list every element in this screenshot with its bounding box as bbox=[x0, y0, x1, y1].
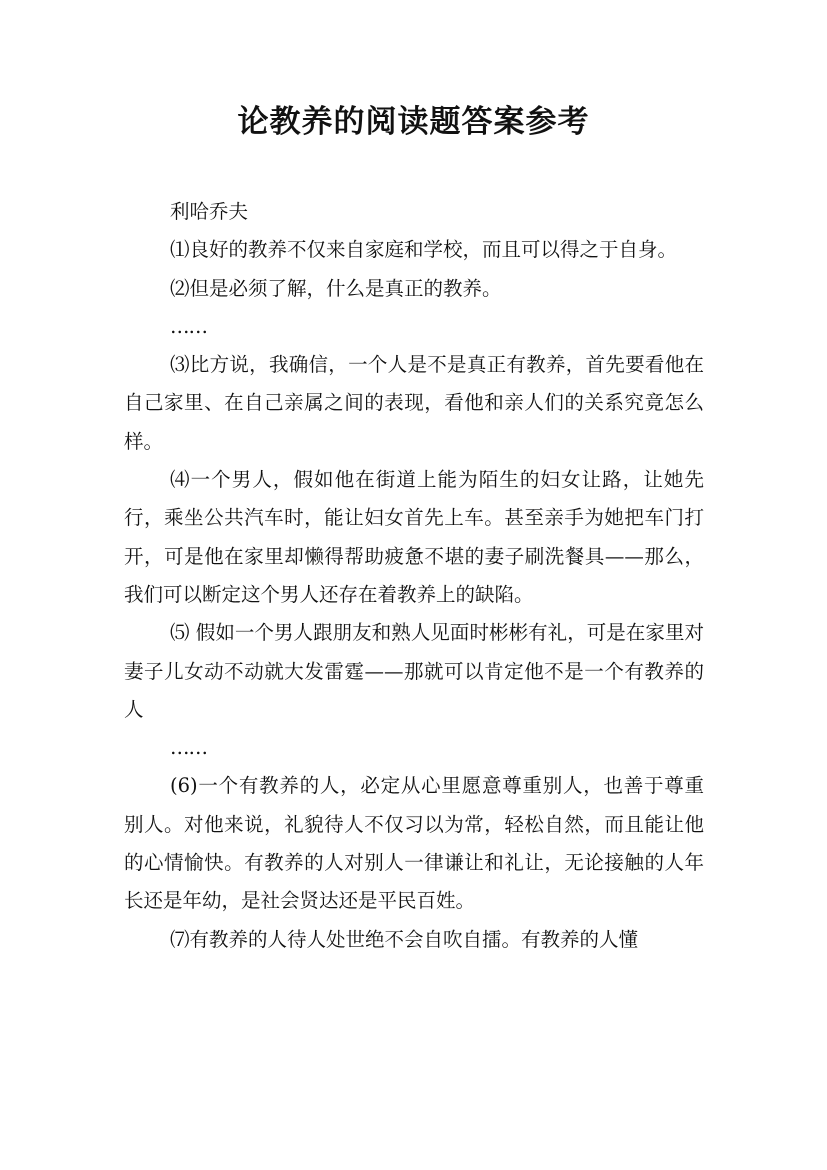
paragraph-4: ⑷一个男人，假如他在街道上能为陌生的妇女让路，让她先行，乘坐公共汽车时，能让妇女首先上车。甚至亲手为她把车门打开，可是他在家里却懒得帮助疲惫不堪的妻子刷洗餐具——那么，我们可以断定这个男人还存在着教养上的缺陷。 bbox=[124, 468, 704, 606]
paragraph-7: ⑺有教养的人待人处世绝不会自吹自擂。有教养的人懂 bbox=[170, 927, 639, 951]
ellipsis-1: …… bbox=[170, 314, 207, 338]
paragraph-2: ⑵但是必须了解，什么是真正的教养。 bbox=[170, 276, 502, 300]
paragraph-5: ⑸ 假如一个男人跟朋友和熟人见面时彬彬有礼，可是在家里对妻子儿女动不动就大发雷霆——那就可以肯定他不是一个有教养的人 bbox=[124, 621, 704, 721]
document-title: 论教养的阅读题答案参考 bbox=[237, 104, 590, 140]
paragraph-1: ⑴良好的教养不仅来自家庭和学校，而且可以得之于自身。 bbox=[170, 238, 678, 262]
author-line: 利哈乔夫 bbox=[170, 200, 249, 223]
paragraph-6: (6)一个有教养的人，必定从心里愿意尊重别人，也善于尊重别人。对他来说，礼貌待人不仅习以为常，轻松自然，而且能让他的心情愉快。有教养的人对别人一律谦让和礼让，无论接触的人年长还是年幼，是社会贤达还是平民百姓。 bbox=[124, 774, 704, 913]
paragraph-3: ⑶比方说，我确信，一个人是不是真正有教养，首先要看他在自己家里、在自己亲属之间的表现，看他和亲人们的关系究竟怎么样。 bbox=[124, 353, 704, 453]
document-body bbox=[124, 193, 704, 959]
ellipsis-2: …… bbox=[170, 736, 207, 760]
